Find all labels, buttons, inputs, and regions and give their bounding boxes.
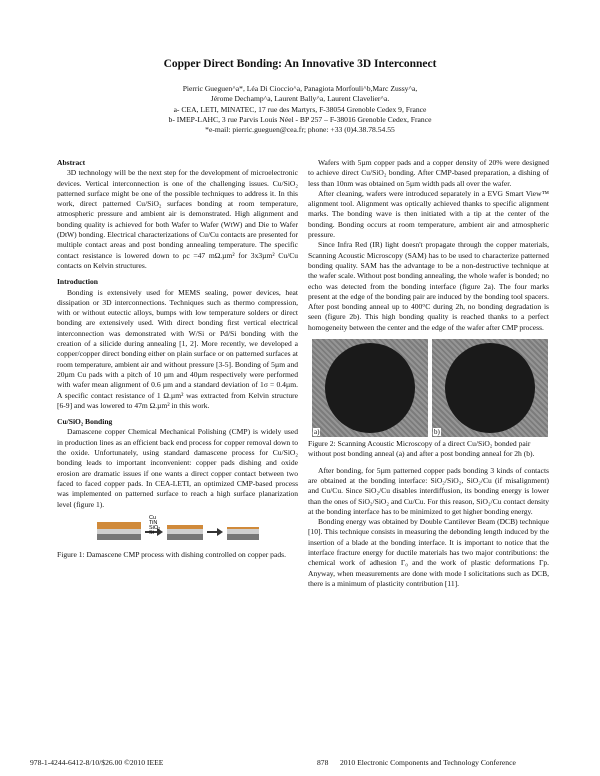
affiliation-b: b- IMEP-LAHC, 3 rue Parvis Louis Néel - BP 257 – F-38016 Grenoble Cedex, France	[168, 114, 432, 124]
figure-1-diagram	[57, 512, 298, 546]
figure-1-caption: Figure 1: Damascene CMP process with dishing controlled on copper pads.	[57, 549, 286, 559]
cmp-process-drawing	[57, 512, 298, 546]
bonded-wafer-disc	[325, 343, 415, 433]
label-sio2: SiO₂	[149, 524, 161, 531]
bonded-wafer-disc	[445, 343, 535, 433]
figure-2-caption: Figure 2: Scanning Acoustic Microscopy of a direct Cu/SiO₂ bonded pair without post bonding anneal (a) and after a post bonding anneal for 2h (b).	[308, 439, 535, 459]
page-number: 878	[317, 758, 329, 767]
footer-conference: 2010 Electronic Components and Technology Conference	[340, 758, 516, 767]
label-tin: TiN	[149, 519, 158, 526]
right-column	[308, 158, 549, 589]
cu-sio2-text: Damascene copper Chemical Mechanical Polishing (CMP) is widely used in production lines as an efficient back end process for copper removal down to the oxide. Unfortunately, using standard damascene process for Cu/SiO₂ bonding leads to important inconvenient: copper pads dishing and oxide erosion are dramatic issues if one wants a direct copper contact between two faced to faced copper pads. In CEA-LETI, an optimized CMP-based process was implemented on patterned surface to reach a high surface planarization level (figure 1).	[57, 427, 298, 509]
footer-copyright: 978-1-4244-6412-8/10/$26.00 ©2010 IEEE	[30, 758, 164, 767]
sam-image-b	[432, 339, 548, 437]
label-b: b)	[434, 428, 440, 437]
left-column	[57, 158, 298, 560]
paragraph-bonding-energy: Bonding energy was obtained by Double Cantilever Beam (DCB) technique [10]. This technique consists in measuring the debonding length induced by the insertion of a blade at the bonding interface. It is important to notice that the interface fracture energy for ductile materials has two major contributions: the chemical work of adhesion Γ₀ and the work of plastic deformations Γp. Anyway, when measurements are done with mode I solicitations such as DCB, there is a minimum of plasticity contribution [11].	[308, 517, 549, 588]
label-a: a)	[314, 428, 320, 437]
stack-3	[227, 527, 259, 540]
introduction-heading: Introduction	[57, 277, 98, 287]
stack-1	[97, 522, 141, 540]
abstract-text: 3D technology will be the next step for the development of microelectronic devices. Vertical interconnection is one of the challenging issues. Cu/SiO₂ patterned surface might be one of the possible techniques to address it. In this work, direct patterned Cu/SiO₂ surfaces bonding at room temperature, atmospheric pressure and ambient air is demonstrated. High alignment and bonding quality is achieved for both Wafer to Wafer (WtW) and Die to Wafer (DtW) bonding. Electrical characterizations of Cu/Cu contacts are presented for multiple contact areas and post bonding annealing temperature. The specific contact resistance is lowered down to ρc =47 mΩ.µm² for 3x3µm² Cu/Cu contacts on Kelvin structures.	[57, 168, 298, 270]
authors-line-1: Pierric Gueguen^a*, Léa Di Cioccio^a, Panagiota Morfouli^b,Marc Zussy^a,	[182, 84, 418, 93]
paper-title: Copper Direct Bonding: An Innovative 3D Interconnect	[163, 58, 437, 70]
authors-line-2: Jérome Dechamp^a, Laurent Bally^a, Laurent Clavelier^a.	[210, 94, 390, 104]
introduction-text: Bonding is extensively used for MEMS sealing, power devices, heat dissipation or 3D interconnections. Techniques such as thermo compression, with or without eutectic alloys, bumps with low temperature solders or direct bonding are extensively used. With direct bonding first vertical electrical interconnection was demonstrated with W/Si or Pd/Si bonding with the creation of a silicide during annealing [1, 2]. More recently, we developed a copper/copper direct bonding either on plain surface or on patterned surfaces at room temperature, ambient air and without pressure [3-5]. Bonding of 5µm and 20µm Cu pads with a pitch of 10 µm and 40µm respectively were performed with wafer mean alignment of 0.6 µm and a standard deviation of 1σ = 0.4µm. A specific contact resistance of 1 Ω.µm² was extracted from Kelvin structure [6-9] and was lowered to 47m Ω.µm² in this work.	[57, 287, 298, 410]
author-block	[40, 84, 560, 135]
cu-sio2-heading: Cu/SiO₂ Bonding	[57, 417, 113, 427]
paragraph-sam: Since Infra Red (IR) light doesn't propagate through the copper materials, Scanning Acoustic Microscopy (SAM) has to be used to characterize patterned bonding quality. SAM has the advantage to be a non-destructive technique at the wafer scale. Without post bonding annealing, the whole wafer is bonded; no echo was detected from the bonding interface (figure 2a). The four marks present at the edge of the bonding pair are induced by the bonding tool spacers. After post bonding anneal up to 400°C during 2h, no bonding degradation is seen (figure 2b). This high bonding quality is reached thanks to a perfect homogeneity between the center and the edge of the wafer after CMP process.	[308, 240, 549, 332]
label-cu: Cu	[149, 514, 157, 521]
abstract-heading: Abstract	[57, 158, 86, 167]
sam-image-a	[312, 339, 428, 437]
arrow-icon	[207, 528, 223, 536]
paragraph-wafers: Wafers with 5µm copper pads and a copper density of 20% were designed to achieve direct Cu/SiO₂ bonding. After CMP-based preparation, a dishing of less than 10nm was obtained on 5µm width pads all over the wafer.	[308, 158, 549, 188]
contact-email: *e-mail: pierric.gueguen@cea.fr; phone: +33 (0)4.38.78.54.55	[205, 125, 395, 135]
paragraph-contacts: After bonding, for 5µm patterned copper pads bonding 3 kinds of contacts are obtained at the bonding interface: SiO₂/SiO₂, SiO₂/Cu (if misalignment) and Cu/Cu. Since SiO₂/Cu disables interdiffusion, its bonding energy is lower than the ones of SiO₂/SiO₂ and Cu/Cu. For this reason, SiO₂/Cu contact density at the bonding interface has to be minimized to get higher bonding energy.	[308, 465, 549, 516]
affiliation-a: a- CEA, LETI, MINATEC, 17 rue des Martyrs, F-38054 Grenoble Cedex 9, France	[173, 104, 427, 114]
stack-2	[167, 525, 203, 540]
label-si: Si	[149, 529, 154, 536]
paragraph-cleaning: After cleaning, wafers were introduced separately in a EVG Smart View™ alignment tool. Alignment was optically achieved thanks to specific alignment marks. The bonding wave is then initiated with a tip at the center of the bonding. Bonding occurs at room temperature, ambient air and atmospheric pressure.	[308, 188, 549, 240]
figure-2-images	[308, 339, 549, 437]
